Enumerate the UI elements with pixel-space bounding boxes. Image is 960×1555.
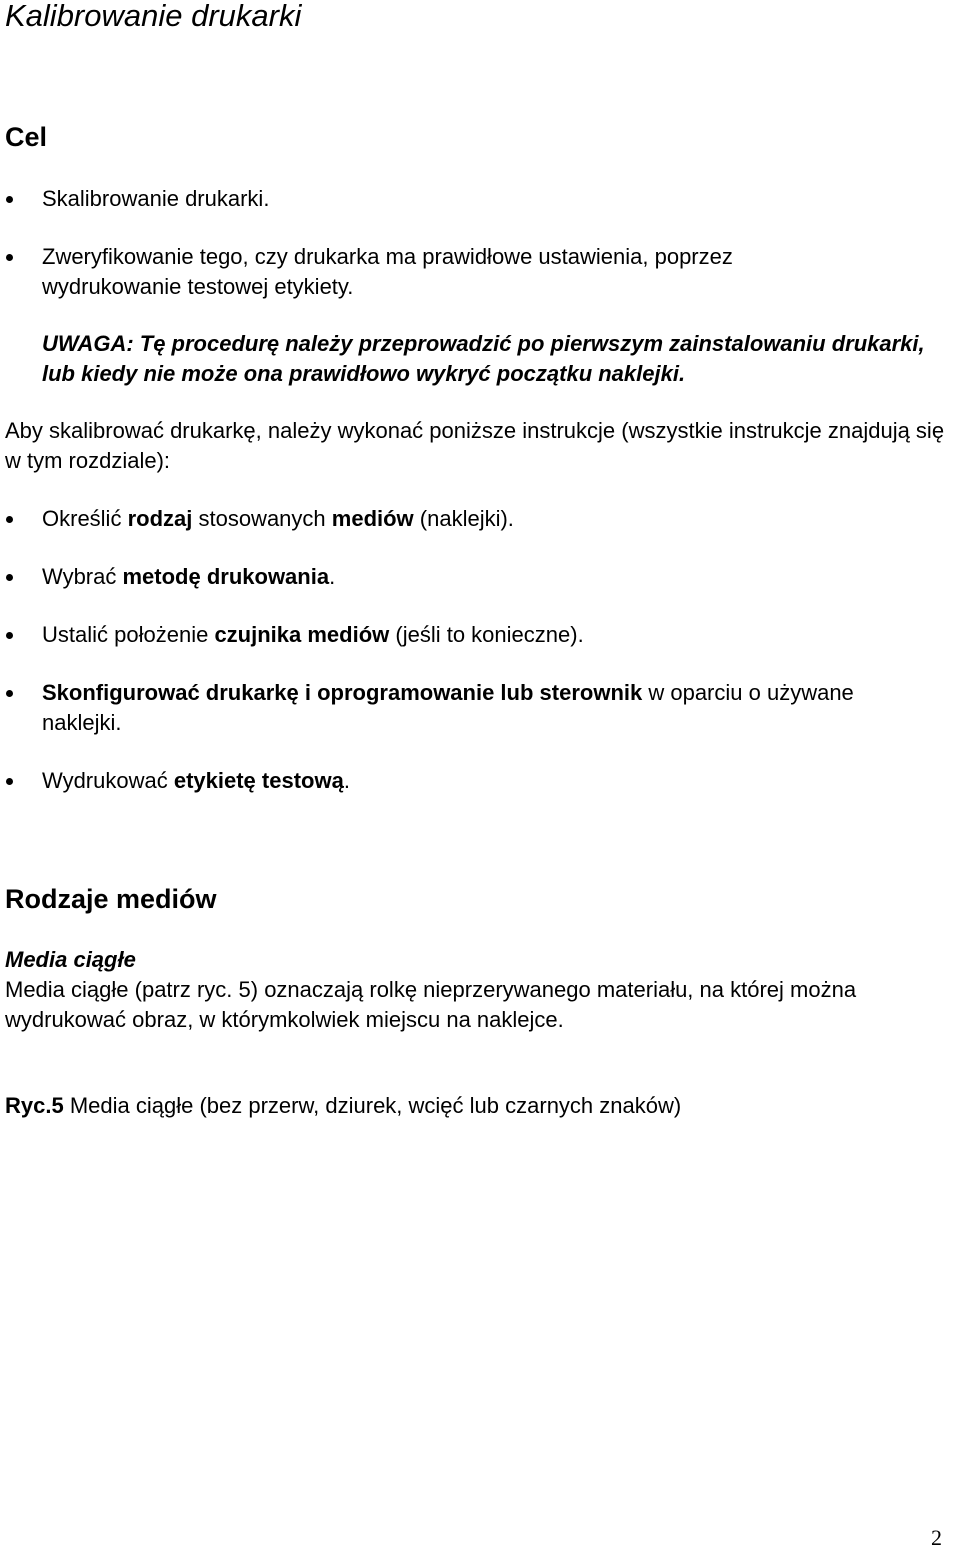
step-text-run: (jeśli to konieczne). [389, 622, 584, 647]
step-item [0, 562, 952, 592]
bullet-icon [6, 254, 13, 261]
step-text-run: mediów [331, 506, 414, 531]
bullet-icon [6, 690, 13, 697]
step-text-run: stosowanych [192, 506, 332, 531]
section-heading-goal: Cel [5, 122, 48, 152]
step-text-run: . [329, 564, 336, 589]
figure-caption-text: Media ciągłe (bez przerw, dziurek, wcięć lub czarnych znaków) [63, 1093, 682, 1118]
page-number: 2 [931, 1525, 942, 1550]
step-item-text [42, 504, 952, 534]
bullet-icon [6, 196, 13, 203]
step-text-run: Określić [42, 506, 128, 531]
step-text-run: Wydrukować [42, 768, 174, 793]
step-item [0, 766, 952, 796]
step-text-run: etykietę testową [173, 768, 344, 793]
section-heading-media: Rodzaje mediów [5, 884, 217, 914]
step-text-run: . [343, 768, 350, 793]
step-text-run: w oparciu o używane naklejki. [42, 680, 854, 735]
step-text-run: Skonfigurować drukarkę i oprogramowanie lub sterownik [42, 680, 643, 705]
goal-item-text: Skalibrowanie drukarki. [42, 186, 270, 211]
figure-caption [5, 1091, 681, 1121]
step-item-text [42, 678, 872, 738]
bullet-icon [6, 574, 13, 581]
page-title: Kalibrowanie drukarki [5, 0, 302, 33]
intro-paragraph: Aby skalibrować drukarkę, należy wykonać poniższe instrukcje (wszystkie instrukcje znajdują się w tym rozdziale): [5, 418, 945, 473]
step-item [0, 504, 952, 534]
step-text-run: metodę drukowania [122, 564, 330, 589]
step-item-text [42, 766, 952, 796]
warning-note: UWAGA: Tę procedurę należy przeprowadzić po pierwszym zainstalowaniu drukarki, lub kiedy nie może ona prawidłowo wykryć początku naklejki. [42, 331, 925, 386]
subheading-continuous-media: Media ciągłe [5, 947, 136, 972]
media-paragraph: Media ciągłe (patrz ryc. 5) oznaczają rolkę nieprzerywanego materiału, na której można wydrukować obraz, w którymkolwiek miejscu na naklejce. [5, 977, 857, 1032]
goal-item-text: Zweryfikowanie tego, czy drukarka ma prawidłowe ustawienia, poprzez wydrukowanie testowej etykiety. [42, 244, 733, 299]
step-item-text [42, 620, 952, 650]
bullet-icon [6, 632, 13, 639]
step-item [0, 678, 952, 738]
goal-item [0, 184, 952, 214]
step-text-run: Wybrać [42, 564, 123, 589]
bullet-icon [6, 516, 13, 523]
step-item [0, 620, 952, 650]
step-item-text [42, 562, 952, 592]
step-text-run: Ustalić położenie [42, 622, 215, 647]
figure-label: Ryc.5 [5, 1093, 64, 1118]
bullet-icon [6, 778, 13, 785]
step-text-run: (naklejki). [413, 506, 514, 531]
goal-item [0, 242, 952, 302]
step-text-run: czujnika mediów [214, 622, 390, 647]
step-text-run: rodzaj [127, 506, 193, 531]
